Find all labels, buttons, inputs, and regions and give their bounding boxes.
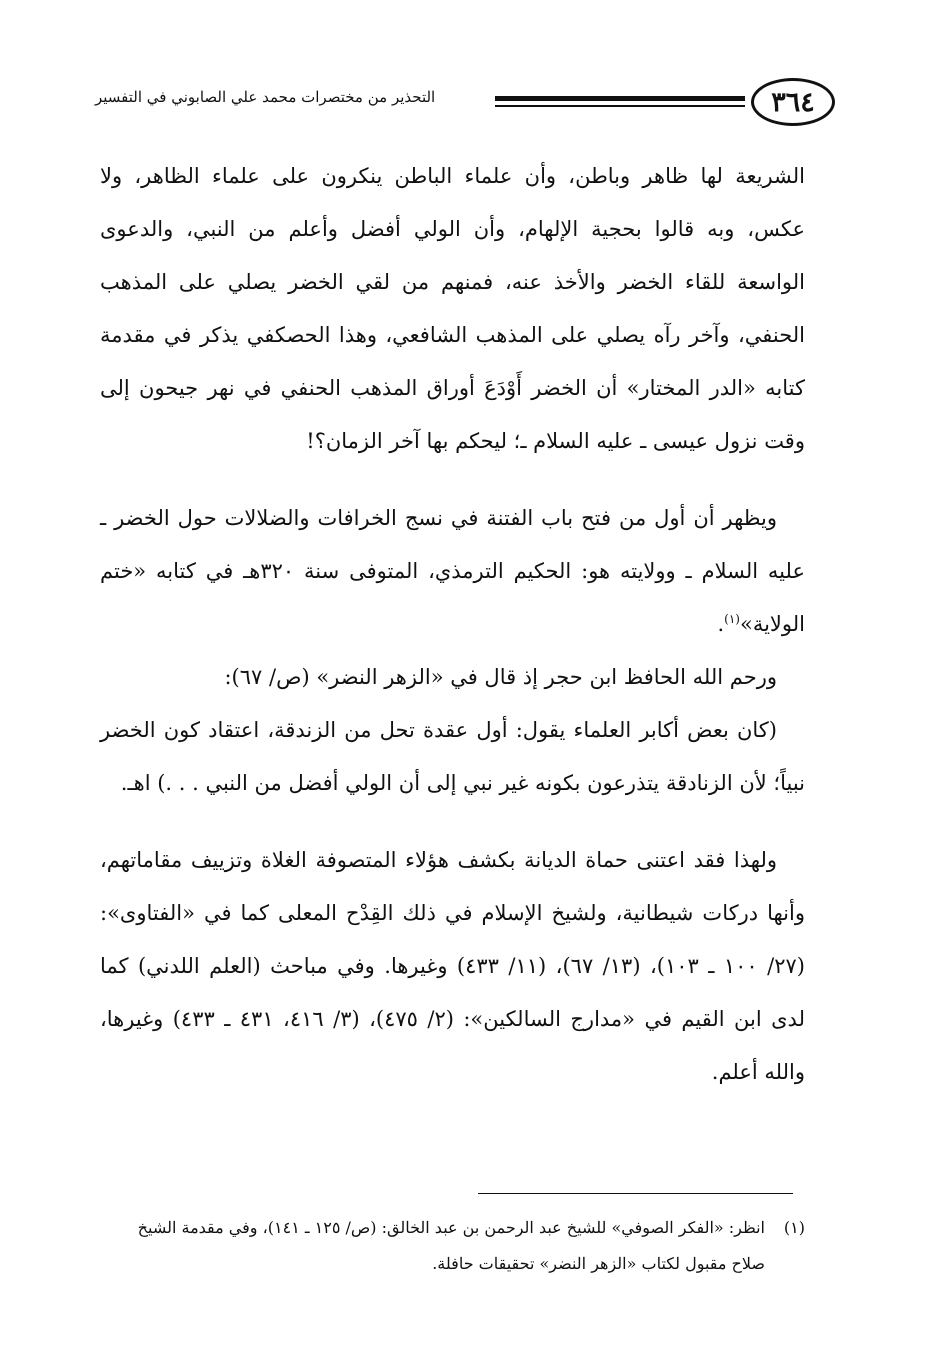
paragraph-1: الشريعة لها ظاهر وباطن، وأن علماء الباطن ينكرون على علماء الظاهر، ولا عكس، وبه قالوا بحجية الإلهام، وأن الولي أفضل وأعلم من النبي، والدعوى الواسعة للقاء الخضر والأخذ عنه، فمنهم من لقي الخضر يصلي على المذهب الحنفي، وآخر رآه يصلي على المذهب الشافعي، وهذا الحصكفي يذكر في مقدمة كتابه «الدر المختار» أن الخضر أَوْدَعَ أوراق المذهب الحنفي في نهر جيحون إلى وقت نزول عيسى ـ عليه السلام ـ؛ ليحكم بها آخر الزمان؟! [100, 164, 805, 453]
footnote-separator [478, 1193, 793, 1194]
paragraph-3: ورحم الله الحافظ ابن حجر إذ قال في «الزهر النضر» (ص/ ٦٧): [224, 665, 777, 689]
footnote-marker: (١) [783, 1218, 805, 1237]
page-header [95, 78, 835, 130]
paragraph-5: ولهذا فقد اعتنى حماة الديانة بكشف هؤلاء المتصوفة الغلاة وتزييف مقاماتهم، وأنها دركات شيطانية، ولشيخ الإسلام في ذلك القِدْح المعلى كما في «الفتاوى»: (٢٧/ ١٠٠ ـ ١٠٣)، (١٣/ ٦٧)، (١١/ ٤٣٣) وغيرها. وفي مباحث (العلم اللدني) كما لدى ابن القيم في «مدارج السالكين»: (٢/ ٤٧٥)، (٣/ ٤١٦، ٤٣١ ـ ٤٣٣) وغيرها، والله أعلم. [100, 848, 805, 1084]
paragraph-2-text: ويظهر أن أول من فتح باب الفتنة في نسج الخرافات والضلالات حول الخضر ـ عليه السلام ـ وولايته هو: الحكيم الترمذي، المتوفى سنة ٣٢٠هـ في كتابه «ختم الولاية» [100, 506, 806, 636]
header-rule-thin [495, 105, 745, 107]
paragraph-2 [100, 492, 805, 651]
running-title: التحذير من مختصرات محمد علي الصابوني في التفسير [95, 88, 436, 106]
header-rule-thick [495, 96, 745, 101]
footnote-reference: (١) [724, 612, 740, 626]
paragraph-4: (كان بعض أكابر العلماء يقول: أول عقدة تحل من الزندقة، اعتقاد كون الخضر نبياً؛ لأن الزنادقة يتذرعون بكونه غير نبي إلى أن الولي أفضل من النبي . . .) اهـ. [100, 718, 805, 795]
page-number: ٣٦٤ [751, 78, 835, 126]
main-text [100, 150, 805, 1099]
paragraph-2-end: . [717, 612, 725, 636]
footnote-text: انظر: «الفكر الصوفي» للشيخ عبد الرحمن بن عبد الخالق: (ص/ ١٢٥ ـ ١٤١)، وفي مقدمة الشيخ صلاح مقبول لكتاب «الزهر النضر» تحقيقات حافلة. [137, 1218, 765, 1273]
footnote [100, 1210, 805, 1282]
